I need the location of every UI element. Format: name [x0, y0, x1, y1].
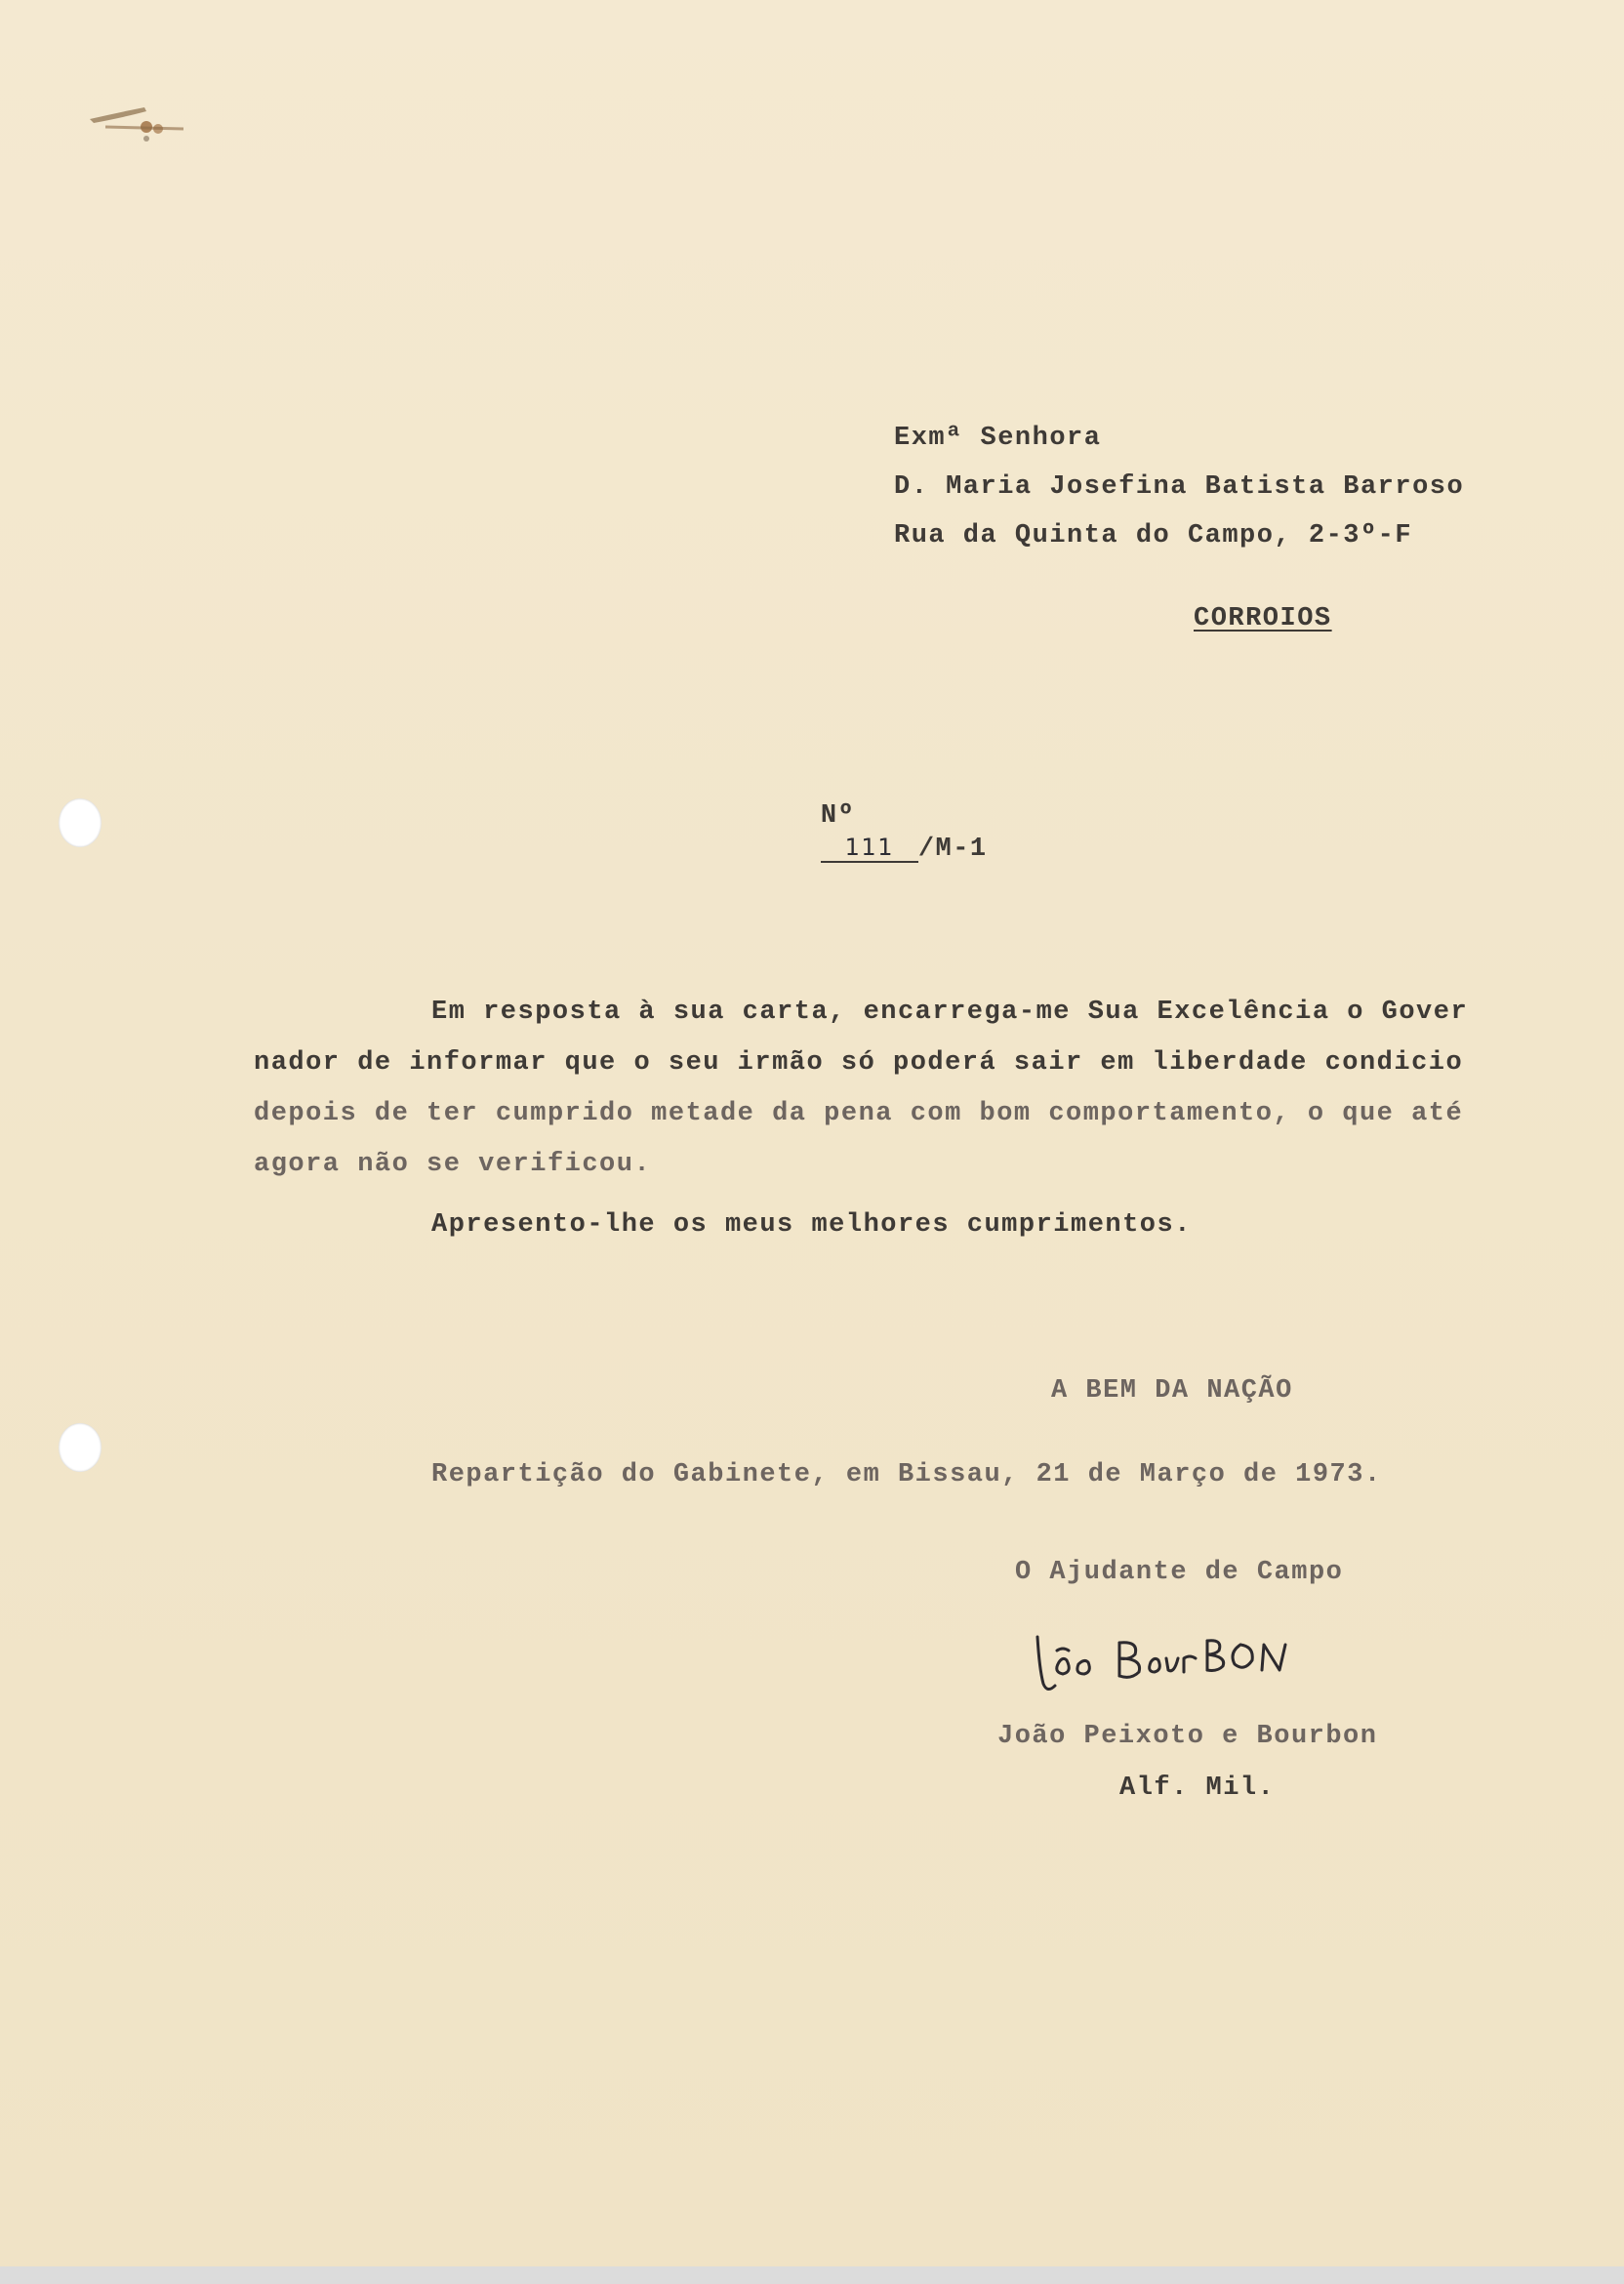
closing-line: Apresento-lhe os meus melhores cumprimentos. — [431, 1210, 1192, 1240]
reference-number — [751, 766, 988, 899]
reference-handwritten-number: 111 — [821, 834, 918, 863]
body-line-4: agora não se verificou. — [254, 1150, 652, 1179]
signatory-title: O Ajudante de Campo — [1015, 1558, 1344, 1587]
motto: A BEM DA NAÇÃO — [1051, 1376, 1293, 1406]
body-line-2: nador de informar que o seu irmão só poderá sair em liberdade condicio — [254, 1048, 1464, 1078]
scan-bottom-edge — [0, 2266, 1624, 2284]
punch-hole-bottom — [59, 1423, 102, 1472]
reference-prefix: Nº — [820, 801, 856, 831]
rust-stain-mark — [86, 98, 193, 144]
recipient-city: CORROIOS — [1194, 604, 1332, 633]
recipient-address: Rua da Quinta do Campo, 2-3º-F — [894, 521, 1413, 551]
recipient-salutation: Exmª Senhora — [894, 424, 1102, 453]
punch-hole-top — [59, 798, 102, 847]
handwritten-signature — [1030, 1615, 1322, 1703]
signatory-rank: Alf. Mil. — [1119, 1774, 1276, 1803]
signatory-name: João Peixoto e Bourbon — [997, 1722, 1378, 1751]
body-line-3: depois de ter cumprido metade da pena com bom comportamento, o que até — [254, 1099, 1464, 1128]
reference-suffix: /M-1 — [917, 835, 988, 864]
body-line-1: Em resposta à sua carta, encarrega-me Sua Excelência o Gover — [431, 998, 1469, 1027]
place-date: Repartição do Gabinete, em Bissau, 21 de Março de 1973. — [431, 1460, 1382, 1489]
recipient-name: D. Maria Josefina Batista Barroso — [894, 472, 1465, 502]
